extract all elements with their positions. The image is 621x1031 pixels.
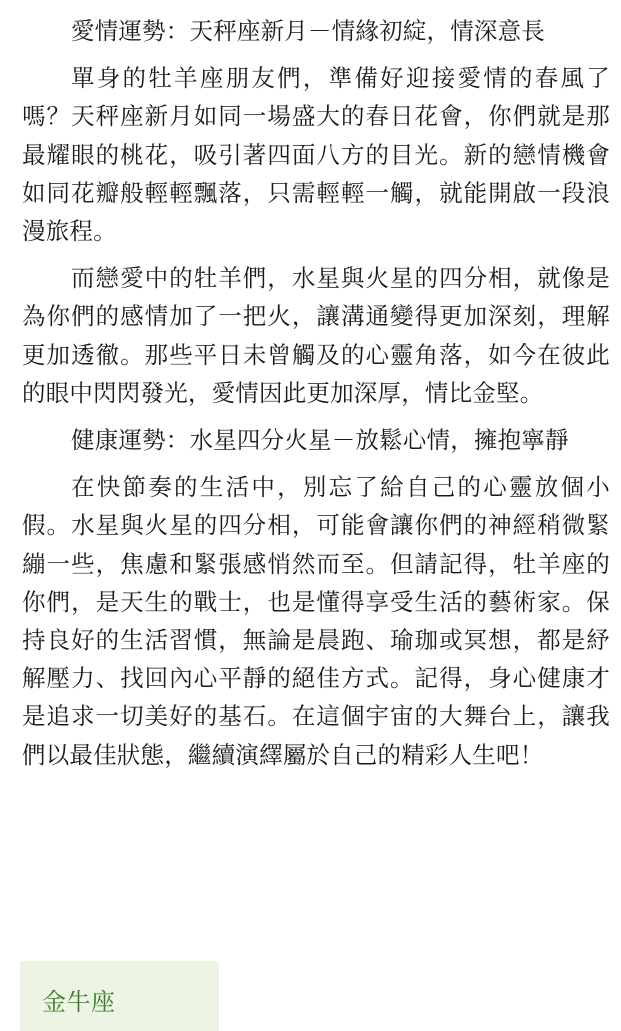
next-sign-label: 金牛座	[42, 988, 116, 1016]
love-fortune-heading: 愛情運勢：天秤座新月－情緣初綻，情深意長	[71, 17, 545, 45]
article-body	[22, 12, 610, 783]
couple-love-paragraph: 而戀愛中的牡羊們，水星與火星的四分相，就像是為你們的感情加了一把火，讓溝通變得更加深刻，理解更加透徹。那些平日未曾觸及的心靈角落，如今在彼此的眼中閃閃發光，愛情因此更加深厚，情比金堅。	[22, 264, 610, 407]
next-sign-section-tag	[20, 961, 219, 1031]
single-love-paragraph: 單身的牡羊座朋友們，準備好迎接愛情的春風了嗎？天秤座新月如同一場盛大的春日花會，你們就是那最耀眼的桃花，吸引著四面八方的目光。新的戀情機會如同花瓣般輕輕飄落，只需輕輕一觸，就能開啟一段浪漫旅程。	[22, 64, 610, 246]
health-fortune-heading: 健康運勢：水星四分火星－放鬆心情，擁抱寧靜	[71, 426, 569, 455]
health-paragraph: 在快節奏的生活中，別忘了給自己的心靈放個小假。水星與火星的四分相，可能會讓你們的神經稍微緊繃一些，焦慮和緊張感悄然而至。但請記得，牡羊座的你們，是天生的戰士，也是懂得享受生活的藝術家。保持良好的生活習慣，無論是晨跑、瑜珈或冥想，都是紓解壓力、找回內心平靜的絕佳方式。記得，身心健康才是追求一切美好的基石。在這個宇宙的大舞台上，讓我們以最佳狀態，繼續演繹屬於自己的精彩人生吧！	[22, 473, 610, 769]
